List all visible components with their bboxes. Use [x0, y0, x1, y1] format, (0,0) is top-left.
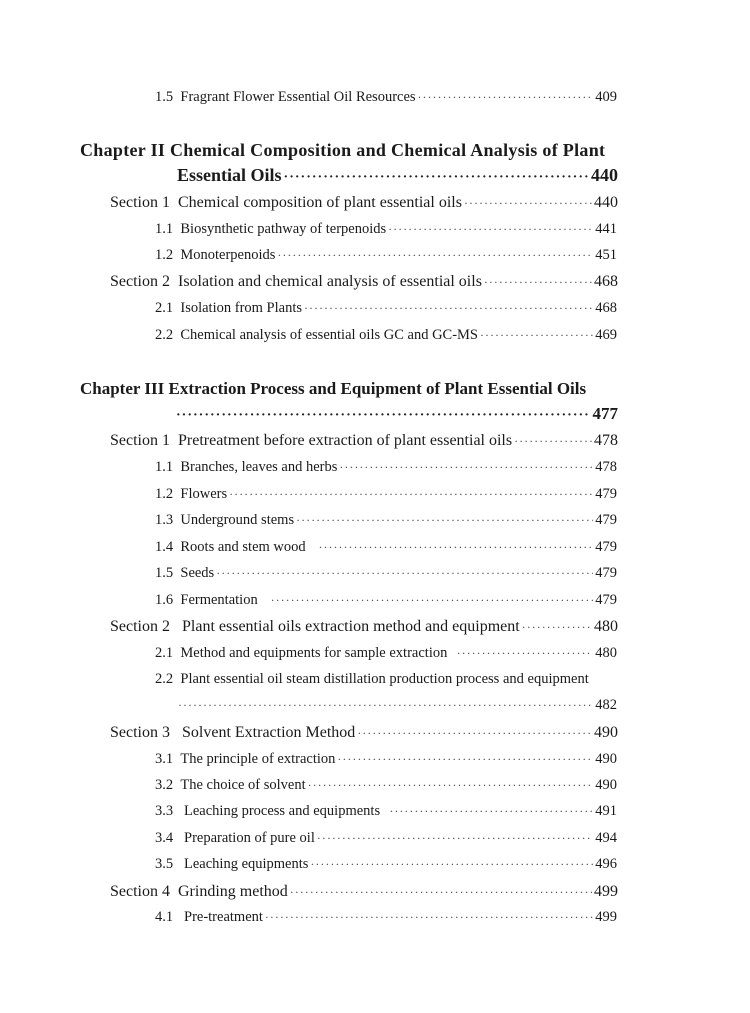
page-number: 479 [595, 592, 617, 608]
leader-dots [308, 779, 594, 791]
leader-dots [216, 567, 593, 579]
page-number: 440 [594, 194, 618, 211]
page-number: 479 [595, 512, 617, 528]
leader-dots [522, 621, 592, 633]
page-number: 468 [594, 273, 618, 290]
page-number: 491 [595, 803, 617, 819]
page-number: 499 [595, 909, 617, 925]
leader-dots [296, 514, 593, 526]
page-number: 478 [594, 432, 618, 449]
toc-entry: 1.5 Seeds ····· 479 [155, 566, 617, 581]
leader-dots [357, 727, 592, 739]
leader-dots [265, 911, 593, 923]
leader-dots [389, 805, 593, 817]
page-number: 490 [595, 777, 617, 793]
toc-entry: 3.3 Leaching process and equipments ····· 491 [155, 804, 617, 819]
page-number: 480 [595, 645, 617, 661]
page-number: 479 [595, 486, 617, 502]
toc-entry: 4.1 Pre-treatment ····· 499 [155, 910, 617, 925]
toc-entry-label: 1.5 Fragrant Flower Essential Oil Resources [155, 89, 416, 105]
page-number: 480 [594, 618, 618, 635]
page-number: 499 [594, 883, 618, 900]
toc-entry: 1.1 Biosynthetic pathway of terpenoids ····· 441 [155, 222, 617, 237]
toc-entry: 1.2 Flowers ····· 479 [155, 487, 617, 502]
toc-entry: 1.6 Fermentation ····· 479 [155, 593, 617, 608]
page-number: 468 [595, 300, 617, 316]
leader-dots [310, 858, 593, 870]
toc-entry: 2.1 Method and equipments for sample extraction ····· 480 [155, 646, 617, 661]
page-number: 490 [595, 751, 617, 767]
toc-entry-continued [178, 698, 617, 713]
leader-dots [271, 594, 594, 606]
toc-entry: Section 4 Grinding method ····· 499 [110, 884, 618, 900]
toc-entry: 1.1 Branches, leaves and herbs ····· 478 [155, 460, 617, 475]
page-number: 482 [595, 697, 617, 713]
page-number: 441 [595, 221, 617, 237]
leader-dots [317, 832, 593, 844]
leader-dots [319, 541, 594, 553]
page-number: 479 [595, 565, 617, 581]
leader-dots [388, 223, 593, 235]
chapter-heading-continued [176, 405, 618, 423]
leader-dots [464, 197, 592, 209]
toc-entry: Section 1 Chemical composition of plant essential oils ····· 440 [110, 195, 618, 211]
leader-dots [229, 488, 593, 500]
leader-dots [339, 461, 593, 473]
toc-entry: Section 3 Solvent Extraction Method ····· 490 [110, 725, 618, 741]
page-number: 496 [595, 856, 617, 872]
toc-entry: 1.2 Monoterpenoids ····· 451 [155, 248, 617, 263]
leader-dots [290, 886, 592, 898]
toc-entry: 3.2 The choice of solvent ····· 490 [155, 778, 617, 793]
page-number: 477 [592, 404, 618, 423]
page-number: 494 [595, 830, 617, 846]
page-number: 478 [595, 459, 617, 475]
leader-dots [304, 302, 593, 314]
leader-dots [178, 699, 593, 711]
leader-dots [176, 409, 591, 423]
page-number: 440 [591, 165, 618, 185]
toc-entry [155, 90, 617, 105]
page-number: 409 [595, 89, 617, 105]
toc-entry: 3.4 Preparation of pure oil ····· 494 [155, 831, 617, 846]
toc-entry: 3.5 Leaching equipments ····· 496 [155, 857, 617, 872]
leader-dots [337, 753, 593, 765]
toc-entry: Section 1 Pretreatment before extraction of plant essential oils ····· 478 [110, 433, 618, 449]
page-number: 469 [595, 327, 617, 343]
chapter-heading-continued: Essential Oils ····· 440 [177, 166, 618, 185]
page-number: 479 [595, 539, 617, 555]
leader-dots [457, 647, 594, 659]
toc-entry: 2.1 Isolation from Plants ····· 468 [155, 301, 617, 316]
toc-entry: 3.1 The principle of extraction ····· 490 [155, 752, 617, 767]
leader-dots [514, 435, 592, 447]
toc-entry: Section 2 Isolation and chemical analysis of essential oils ····· 468 [110, 274, 618, 290]
toc-entry: 1.4 Roots and stem wood ····· 479 [155, 540, 617, 555]
leader-dots [418, 91, 594, 103]
toc-entry: Section 2 Plant essential oils extraction method and equipment ····· 480 [110, 619, 618, 635]
toc-entry: 1.3 Underground stems ····· 479 [155, 513, 617, 528]
page-number: 451 [595, 247, 617, 263]
toc-entry: 2.2 Chemical analysis of essential oils GC and GC-MS ····· 469 [155, 328, 617, 343]
leader-dots [284, 171, 589, 185]
leader-dots [484, 276, 592, 288]
leader-dots [277, 249, 593, 261]
chapter-heading: Chapter III Extraction Process and Equipment of Plant Essential Oils [80, 379, 587, 398]
leader-dots [480, 329, 593, 341]
toc-entry: 2.2 Plant essential oil steam distillation production process and equipment [155, 671, 589, 687]
page-number: 490 [594, 724, 618, 741]
chapter-heading: Chapter II Chemical Composition and Chemical Analysis of Plant [80, 140, 606, 160]
